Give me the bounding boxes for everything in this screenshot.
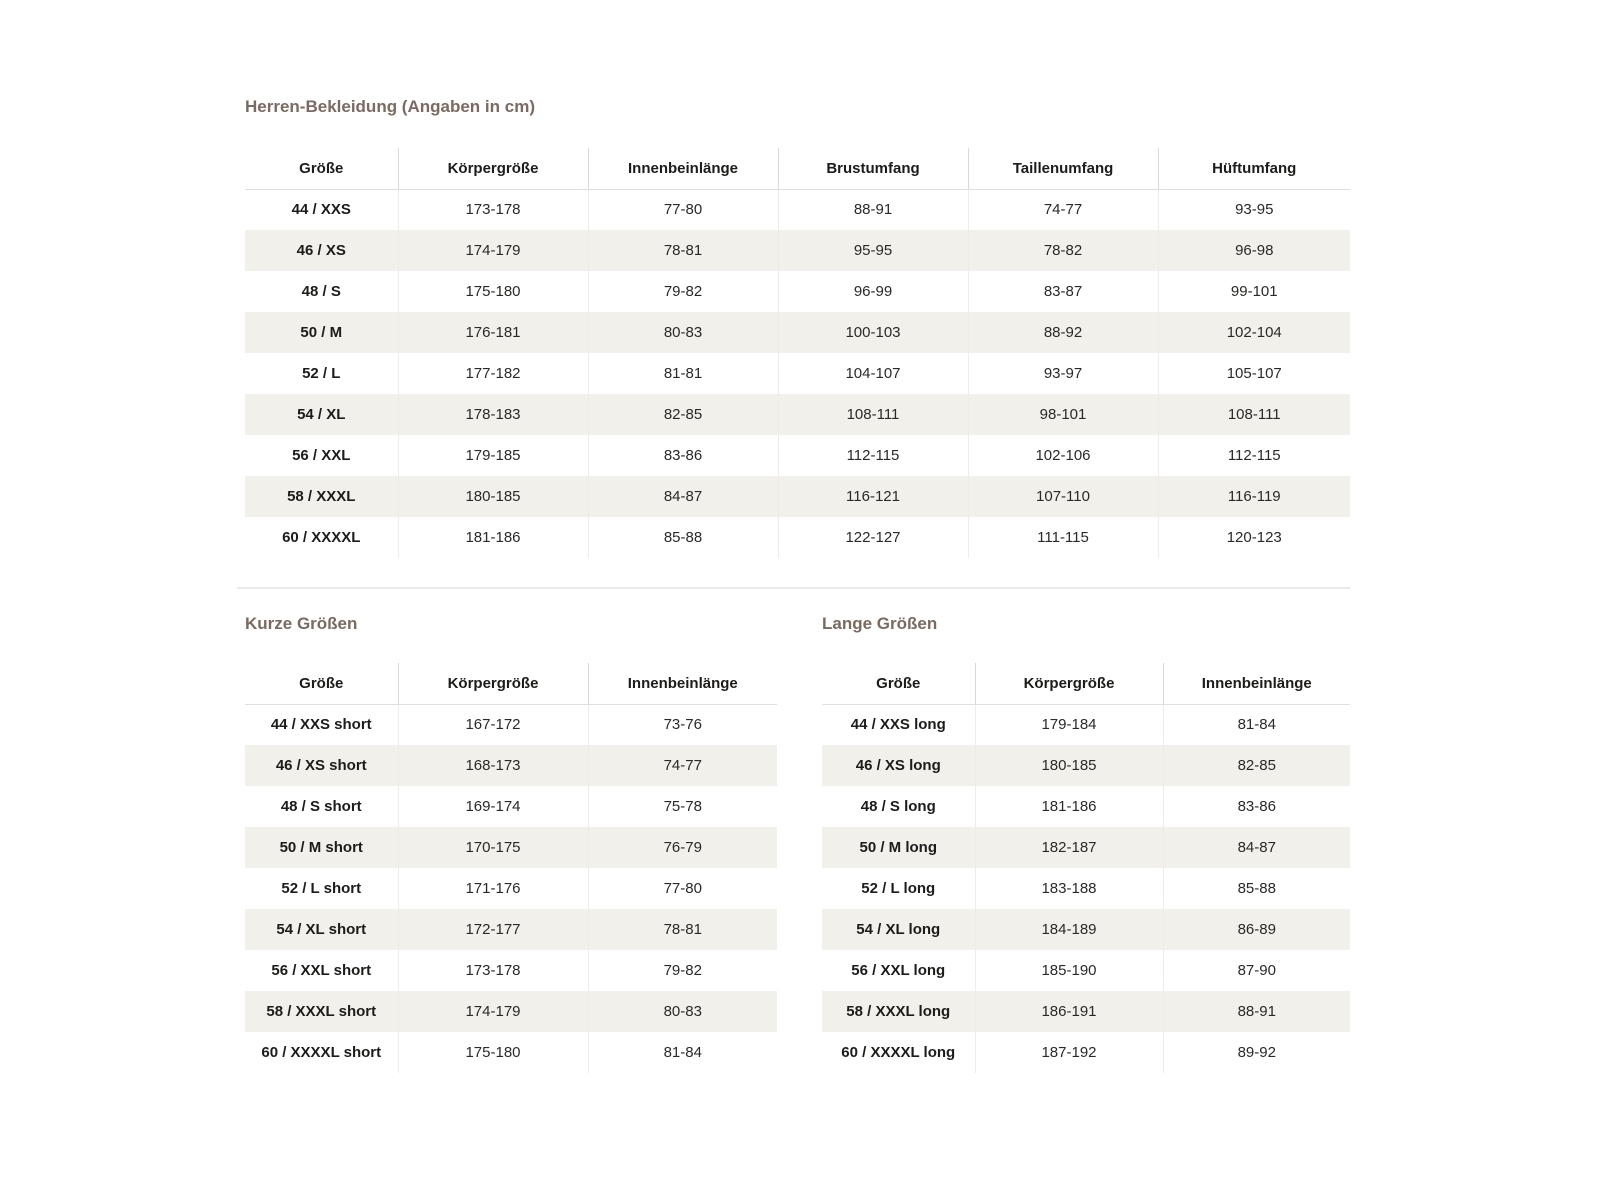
value-cell: 102-106 <box>968 435 1158 476</box>
value-cell: 83-86 <box>588 435 778 476</box>
table-row <box>245 476 1350 517</box>
value-cell: 122-127 <box>778 517 968 558</box>
table-row <box>245 868 777 909</box>
table-row <box>822 1032 1350 1073</box>
value-cell: 78-81 <box>588 909 777 950</box>
table-row <box>822 704 1350 745</box>
table-row <box>245 1032 777 1073</box>
value-cell: 174-179 <box>398 991 588 1032</box>
table-row <box>245 950 777 991</box>
header-row <box>822 663 1350 704</box>
value-cell: 173-178 <box>398 189 588 230</box>
table-row <box>245 704 777 745</box>
size-cell: 46 / XS long <box>855 757 941 774</box>
herren-size-table <box>245 148 1350 558</box>
value-cell: 170-175 <box>398 827 588 868</box>
value-cell: 104-107 <box>778 353 968 394</box>
value-cell: 102-104 <box>1158 312 1350 353</box>
value-cell: 89-92 <box>1163 1032 1350 1073</box>
value-cell: 80-83 <box>588 991 777 1032</box>
value-cell: 168-173 <box>398 745 588 786</box>
value-cell: 76-79 <box>588 827 777 868</box>
column-header: Größe <box>245 663 398 704</box>
size-cell: 48 / S <box>301 283 341 300</box>
value-cell: 78-82 <box>968 230 1158 271</box>
table-row <box>245 230 1350 271</box>
value-cell: 186-191 <box>975 991 1163 1032</box>
value-cell: 175-180 <box>398 271 588 312</box>
column-header: Brustumfang <box>778 148 968 189</box>
table-row <box>822 909 1350 950</box>
value-cell: 81-84 <box>1163 704 1350 745</box>
value-cell: 98-101 <box>968 394 1158 435</box>
table-row <box>245 827 777 868</box>
value-cell: 112-115 <box>1158 435 1350 476</box>
value-cell: 116-119 <box>1158 476 1350 517</box>
value-cell: 179-185 <box>398 435 588 476</box>
table-row <box>822 786 1350 827</box>
table-row <box>245 517 1350 558</box>
value-cell: 82-85 <box>588 394 778 435</box>
value-cell: 181-186 <box>975 786 1163 827</box>
value-cell: 88-92 <box>968 312 1158 353</box>
column-header: Taillenumfang <box>968 148 1158 189</box>
value-cell: 173-178 <box>398 950 588 991</box>
value-cell: 182-187 <box>975 827 1163 868</box>
size-cell: 52 / L <box>302 365 341 382</box>
value-cell: 84-87 <box>588 476 778 517</box>
column-header: Körpergröße <box>398 148 588 189</box>
value-cell: 107-110 <box>968 476 1158 517</box>
section-title-kurze-groessen: Kurze Größen <box>245 614 358 633</box>
value-cell: 178-183 <box>398 394 588 435</box>
value-cell: 181-186 <box>398 517 588 558</box>
size-cell: 56 / XXL short <box>271 962 372 979</box>
size-cell: 56 / XXL <box>292 447 351 464</box>
value-cell: 176-181 <box>398 312 588 353</box>
size-chart-content <box>245 0 1350 1073</box>
size-cell: 44 / XXS <box>291 201 351 219</box>
column-header: Körpergröße <box>975 663 1163 704</box>
value-cell: 96-98 <box>1158 230 1350 271</box>
size-cell: 52 / L short <box>281 880 362 897</box>
size-cell: 50 / M short <box>279 839 363 856</box>
value-cell: 82-85 <box>1163 745 1350 786</box>
header-row <box>245 663 777 704</box>
size-cell: 50 / M <box>300 324 343 341</box>
value-cell: 93-95 <box>1158 189 1350 230</box>
value-cell: 85-88 <box>588 517 778 558</box>
value-cell: 171-176 <box>398 868 588 909</box>
column-header: Körpergröße <box>398 663 588 704</box>
table-row <box>245 394 1350 435</box>
section-divider <box>237 587 1350 589</box>
header-row <box>245 148 1350 189</box>
value-cell: 112-115 <box>778 435 968 476</box>
column-header: Hüftumfang <box>1158 148 1350 189</box>
value-cell: 180-185 <box>975 745 1163 786</box>
value-cell: 174-179 <box>398 230 588 271</box>
value-cell: 120-123 <box>1158 517 1350 558</box>
size-cell: 60 / XXXXL short <box>261 1044 382 1061</box>
lange-groessen-table <box>822 663 1350 1073</box>
value-cell: 77-80 <box>588 868 777 909</box>
size-cell: 54 / XL <box>297 406 346 423</box>
value-cell: 172-177 <box>398 909 588 950</box>
value-cell: 93-97 <box>968 353 1158 394</box>
value-cell: 79-82 <box>588 950 777 991</box>
value-cell: 187-192 <box>975 1032 1163 1073</box>
column-header: Größe <box>245 148 398 189</box>
table-row <box>822 827 1350 868</box>
column-header: Innenbeinlänge <box>588 148 778 189</box>
table-row <box>245 786 777 827</box>
table-row <box>822 950 1350 991</box>
value-cell: 100-103 <box>778 312 968 353</box>
value-cell: 96-99 <box>778 271 968 312</box>
column-header: Innenbeinlänge <box>588 663 777 704</box>
value-cell: 84-87 <box>1163 827 1350 868</box>
kurze-groessen-table <box>245 663 777 1073</box>
size-cell: 46 / XS <box>296 242 346 259</box>
value-cell: 99-101 <box>1158 271 1350 312</box>
value-cell: 116-121 <box>778 476 968 517</box>
value-cell: 80-83 <box>588 312 778 353</box>
section-title-lange-groessen: Lange Größen <box>822 614 938 633</box>
size-cell: 54 / XL long <box>856 921 941 938</box>
value-cell: 95-95 <box>778 230 968 271</box>
value-cell: 73-76 <box>588 704 777 745</box>
size-cell: 50 / M long <box>859 839 937 856</box>
lange-groessen-section <box>822 614 1350 1073</box>
size-cell: 48 / S short <box>280 798 362 815</box>
value-cell: 88-91 <box>1163 991 1350 1032</box>
value-cell: 167-172 <box>398 704 588 745</box>
table-row <box>245 435 1350 476</box>
table-row <box>822 868 1350 909</box>
table-row <box>822 745 1350 786</box>
size-cell: 44 / XXS short <box>270 716 372 734</box>
value-cell: 83-86 <box>1163 786 1350 827</box>
table-row <box>245 189 1350 230</box>
value-cell: 185-190 <box>975 950 1163 991</box>
value-cell: 88-91 <box>778 189 968 230</box>
value-cell: 79-82 <box>588 271 778 312</box>
size-cell: 44 / XXS long <box>850 716 946 734</box>
value-cell: 169-174 <box>398 786 588 827</box>
value-cell: 83-87 <box>968 271 1158 312</box>
value-cell: 81-81 <box>588 353 778 394</box>
value-cell: 87-90 <box>1163 950 1350 991</box>
table-row <box>245 909 777 950</box>
table-row <box>822 991 1350 1032</box>
size-cell: 54 / XL short <box>276 921 367 938</box>
value-cell: 184-189 <box>975 909 1163 950</box>
value-cell: 111-115 <box>968 517 1158 558</box>
size-cell: 58 / XXXL short <box>266 1003 377 1020</box>
value-cell: 81-84 <box>588 1032 777 1073</box>
section-title-herren-bekleidung: Herren-Bekleidung (Angaben in cm) <box>245 97 535 116</box>
value-cell: 86-89 <box>1163 909 1350 950</box>
value-cell: 175-180 <box>398 1032 588 1073</box>
size-cell: 52 / L long <box>861 880 936 897</box>
table-row <box>245 745 777 786</box>
column-header: Größe <box>822 663 975 704</box>
size-cell: 46 / XS short <box>275 757 367 774</box>
value-cell: 75-78 <box>588 786 777 827</box>
size-cell: 58 / XXXL <box>287 488 356 505</box>
value-cell: 74-77 <box>968 189 1158 230</box>
value-cell: 180-185 <box>398 476 588 517</box>
value-cell: 108-111 <box>1158 394 1350 435</box>
table-row <box>245 991 777 1032</box>
value-cell: 77-80 <box>588 189 778 230</box>
size-cell: 60 / XXXXL <box>282 529 361 546</box>
short-long-sections <box>245 614 1350 1073</box>
column-header: Innenbeinlänge <box>1163 663 1350 704</box>
size-cell: 48 / S long <box>860 798 936 815</box>
size-cell: 60 / XXXXL long <box>841 1044 956 1061</box>
kurze-groessen-section <box>245 614 777 1073</box>
value-cell: 179-184 <box>975 704 1163 745</box>
value-cell: 108-111 <box>778 394 968 435</box>
size-cell: 56 / XXL long <box>851 962 946 979</box>
value-cell: 183-188 <box>975 868 1163 909</box>
table-row <box>245 353 1350 394</box>
value-cell: 177-182 <box>398 353 588 394</box>
size-cell: 58 / XXXL long <box>846 1003 951 1020</box>
value-cell: 105-107 <box>1158 353 1350 394</box>
table-row <box>245 312 1350 353</box>
table-row <box>245 271 1350 312</box>
value-cell: 78-81 <box>588 230 778 271</box>
value-cell: 85-88 <box>1163 868 1350 909</box>
value-cell: 74-77 <box>588 745 777 786</box>
